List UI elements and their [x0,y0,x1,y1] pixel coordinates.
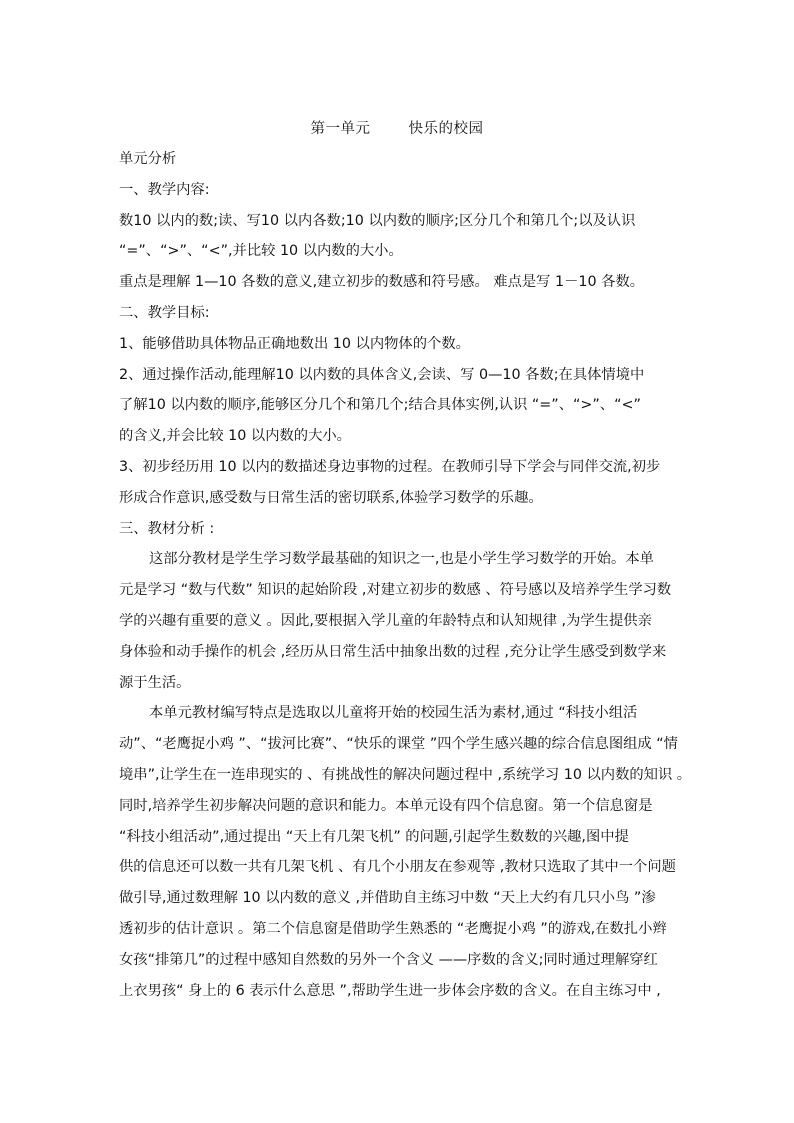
text-line: 本单元教材编写特点是选取以儿童将开始的校园生活为素材,通过 “科技小组活 [149,705,638,722]
text-line: 这部分教材是学生学习数学最基础的知识之一,也是小学生学习数学的开始。本单 [149,551,654,568]
text-line: “=”、“>”、“<”,并比较 10 以内数的大小。 [119,243,403,260]
page-title [0,117,794,138]
text-line: 2、通过操作活动,能理解10 以内数的具体含义,会读、写 0—10 各数;在具体情境中 [119,366,645,383]
document-body [119,144,692,1006]
title-theme: 快乐的校园 [408,121,484,137]
text-line: 形成合作意识,感受数与日常生活的密切联系,体验学习数学的乐趣。 [119,489,543,506]
text-line: 身体验和动手操作的机会 ,经历从日常生活中抽象出数的过程 ,充分让学生感受到数学来 [119,643,667,660]
text-line: 重点是理解 1—10 各数的意义,建立初步的数感和符号感。 难点是写 1－10 各数。 [119,274,645,291]
text-line: 3、初步经历用 10 以内的数描述身边事物的过程。在教师引导下学会与同伴交流,初步 [119,458,661,475]
title-unit: 第一单元 [310,121,371,137]
text-line: 女孩“排第几”的过程中感知自然数的另外一个含义 ——序数的含义;同时通过理解穿红 [119,951,658,968]
subheading: 一、教学内容: [119,181,210,198]
text-line: “科技小组活动”,通过提出 “天上有几架飞机” 的问题,引起学生数数的兴趣,图中提 [119,828,629,845]
text-line: 了解10 以内数的顺序,能够区分几个和第几个;结合具体实例,认识 “=”、“>”、“<” [119,397,641,414]
text-line: 同时,培养学生初步解决问题的意识和能力。本单元设有四个信息窗。第一个信息窗是 [119,797,653,814]
text-line: 元是学习 “数与代数” 知识的起始阶段 ,对建立初步的数感 、符号感以及培养学生学习数 [119,582,672,599]
text-line: 学的兴趣有重要的意义 。因此,要根据入学儿童的年龄特点和认知规律 ,为学生提供亲 [119,612,652,629]
text-line: 动”、“老鹰捉小鸡 ”、“拔河比赛”、“快乐的课堂 ”四个学生感兴趣的综合信息图组成 “情 [119,736,678,753]
text-line: 做引导,通过数理解 10 以内数的意义 ,并借助自主练习中数 “天上大约有几只小鸟 ”渗 [119,890,656,907]
text-line: 透初步的估计意识 。第二个信息窗是借助学生熟悉的 “老鹰捉小鸡 ”的游戏,在数扎小辫 [119,920,667,937]
text-line: 境串”,让学生在一连串现实的 、有挑战性的解决问题过程中 ,系统学习 10 以内数的知识 。 [119,766,692,783]
text-line: 1、能够借助具体物品正确地数出 10 以内物体的个数。 [119,335,470,352]
subheading: 二、教学目标: [119,304,210,321]
text-line: 供的信息还可以数一共有几架飞机 、有几个小朋友在参观等 ,教材只选取了其中一个问题 [119,859,676,876]
text-line: 的含义,并会比较 10 以内数的大小。 [119,428,351,445]
text-line: 上衣男孩“ 身上的 6 表示什么意思 ”,帮助学生进一步体会序数的含义。在自主练习中 , [119,982,661,999]
section-heading: 单元分析 [119,151,177,167]
text-line: 源于生活。 [119,674,191,691]
subheading: 三、教材分析 : [119,520,215,537]
text-line: 数10 以内的数;读、写10 以内各数;10 以内数的顺序;区分几个和第几个;以及认识 [119,212,636,229]
